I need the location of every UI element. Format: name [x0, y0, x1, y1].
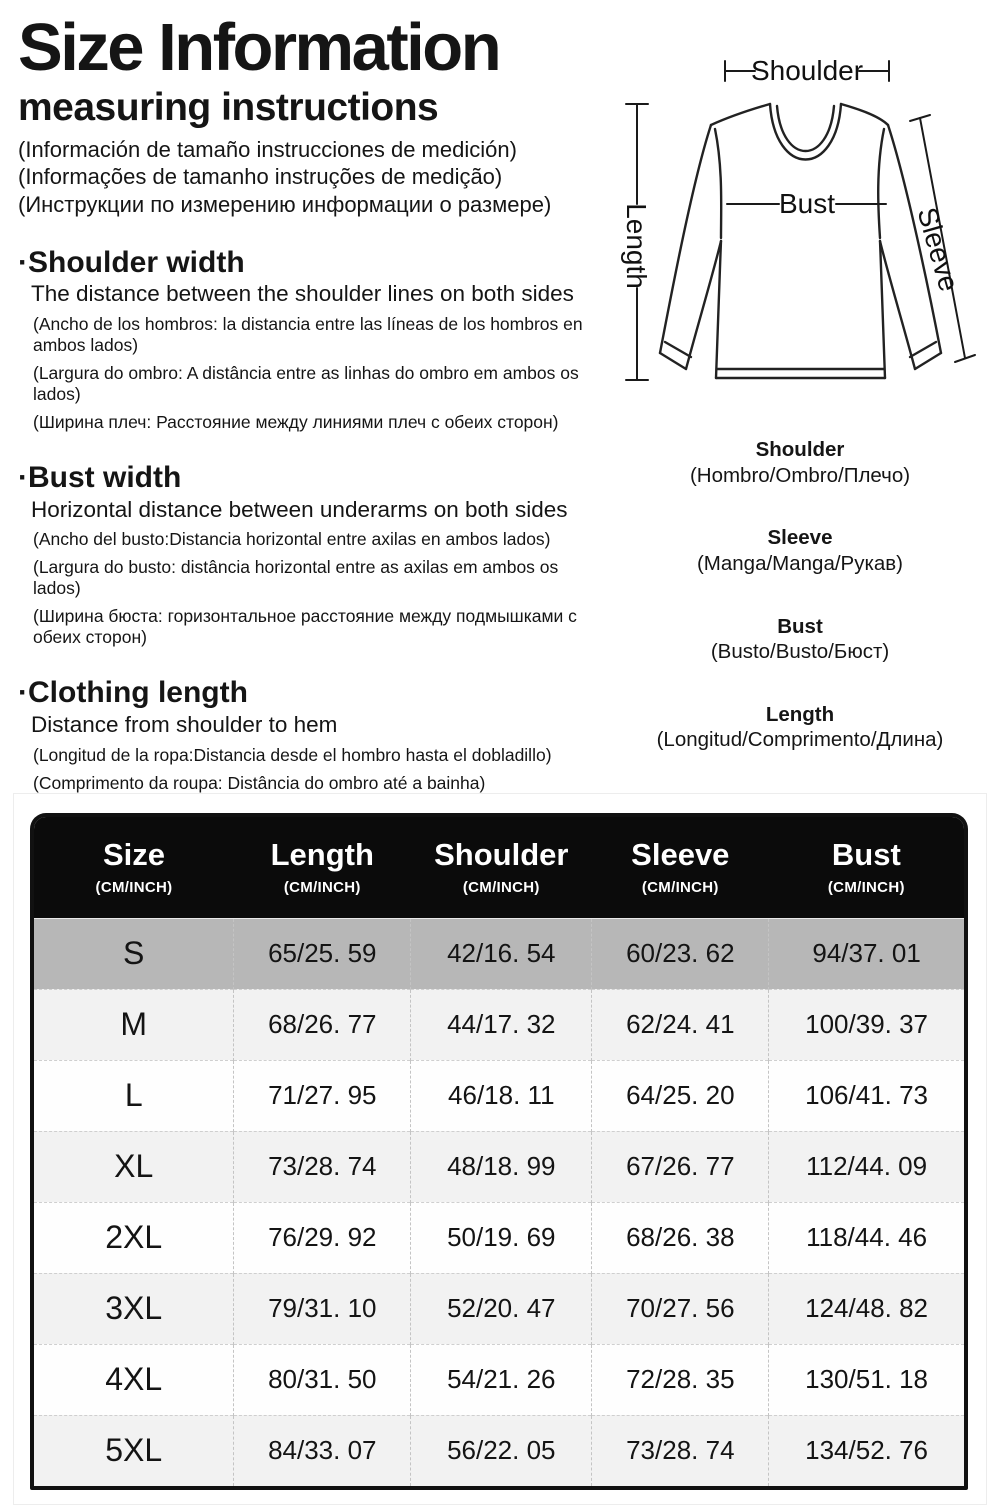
legend-translation: (Longitud/Comprimento/Длина) [656, 728, 944, 752]
value-cell: 124/48. 82 [769, 1273, 964, 1344]
measuring-instructions-panel [18, 12, 606, 822]
value-cell: 65/25. 59 [234, 918, 411, 989]
value-cell: 118/44. 46 [769, 1202, 964, 1273]
value-cell: 52/20. 47 [411, 1273, 592, 1344]
legend-shoulder [600, 437, 1000, 488]
table-row [34, 1131, 964, 1202]
header-cell-length: Length (CM/INCH) [234, 817, 411, 918]
value-cell: 79/31. 10 [234, 1273, 411, 1344]
table-row [34, 989, 964, 1060]
legend-translation: (Busto/Busto/Бюст) [710, 640, 890, 664]
value-cell: 64/25. 20 [592, 1060, 769, 1131]
section-description: Distance from shoulder to hem [31, 711, 338, 737]
value-cell: 94/37. 01 [769, 918, 964, 989]
legend-term: Length [765, 702, 835, 726]
header-cell-size: Size (CM/INCH) [34, 817, 234, 918]
legend-term: Bust [777, 614, 823, 638]
value-cell: 46/18. 11 [411, 1060, 592, 1131]
size-cell: 3XL [34, 1273, 234, 1344]
section-description: The distance between the shoulder lines on both sides [31, 281, 574, 307]
bullet: · [18, 461, 28, 495]
shirt-diagram-svg [598, 28, 1000, 414]
size-cell: S [34, 918, 234, 989]
section-translation-ru: (Ширина бюста: горизонтальное расстояние между подмышками с обеих сторон) [33, 606, 577, 648]
section-shoulder-width [18, 247, 606, 433]
shirt-measurement-diagram [598, 28, 1000, 414]
size-table [30, 813, 968, 1490]
section-heading: Clothing length [28, 676, 248, 710]
section-translation-es: (Ancho de los hombros: la distancia entre las líneas de los hombros en ambos lados) [33, 314, 583, 356]
table-row [34, 1344, 964, 1415]
section-translation-es: (Ancho del busto:Distancia horizontal entre axilas en ambos lados) [33, 529, 551, 550]
section-bust-width [18, 462, 606, 648]
value-cell: 44/17. 32 [411, 989, 592, 1060]
title-translation-ru: (Инструкции по измерению информации о размере) [18, 191, 552, 217]
value-cell: 48/18. 99 [411, 1131, 592, 1202]
section-translation-pt: (Largura do busto: distância horizontal entre as axilas em ambos os lados) [33, 557, 559, 599]
section-heading: Bust width [28, 461, 182, 495]
size-cell: 2XL [34, 1202, 234, 1273]
legend-bust [600, 614, 1000, 665]
size-table-body [34, 918, 964, 1486]
title-translations [18, 136, 606, 218]
section-translation-pt: (Comprimento da roupa: Distância do ombro até a bainha) [33, 772, 486, 793]
diagram-sleeve-label: Sleeve [911, 203, 965, 295]
value-cell: 84/33. 07 [234, 1415, 411, 1486]
title-translation-pt: (Informações de tamanho instruções de medição) [18, 164, 503, 190]
legend-length [600, 702, 1000, 753]
value-cell: 73/28. 74 [234, 1131, 411, 1202]
diagram-bust-label: Bust [778, 188, 836, 219]
legend-translation: (Hombro/Ombro/Плечо) [689, 463, 911, 487]
diagram-length-label: Length [621, 203, 652, 289]
legend-translation: (Manga/Manga/Рукав) [696, 551, 904, 575]
value-cell: 130/51. 18 [769, 1344, 964, 1415]
table-row [34, 1415, 964, 1486]
value-cell: 56/22. 05 [411, 1415, 592, 1486]
value-cell: 80/31. 50 [234, 1344, 411, 1415]
header-cell-sleeve: Sleeve (CM/INCH) [592, 817, 769, 918]
table-row [34, 1060, 964, 1131]
legend-term: Sleeve [767, 526, 833, 550]
page-title: Size Information [18, 10, 500, 85]
section-description: Horizontal distance between underarms on both sides [31, 496, 568, 522]
header-cell-bust: Bust (CM/INCH) [769, 817, 964, 918]
value-cell: 73/28. 74 [592, 1415, 769, 1486]
shirt-outline [660, 104, 941, 378]
legend-sleeve [600, 525, 1000, 576]
value-cell: 72/28. 35 [592, 1344, 769, 1415]
value-cell: 67/26. 77 [592, 1131, 769, 1202]
header-cell-shoulder: Shoulder (CM/INCH) [411, 817, 592, 918]
value-cell: 76/29. 92 [234, 1202, 411, 1273]
bullet: · [18, 245, 28, 279]
section-translation-es: (Longitud de la ropa:Distancia desde el hombro hasta el dobladillo) [33, 744, 552, 765]
value-cell: 112/44. 09 [769, 1131, 964, 1202]
page-subtitle: measuring instructions [18, 86, 439, 130]
size-cell: XL [34, 1131, 234, 1202]
size-table-section [13, 793, 987, 1505]
size-cell: M [34, 989, 234, 1060]
value-cell: 68/26. 38 [592, 1202, 769, 1273]
value-cell: 100/39. 37 [769, 989, 964, 1060]
value-cell: 71/27. 95 [234, 1060, 411, 1131]
measurement-legend [600, 437, 1000, 790]
header-row [34, 817, 964, 918]
section-translation-pt: (Largura do ombro: A distância entre as linhas do ombro em ambos os lados) [33, 363, 579, 405]
value-cell: 134/52. 76 [769, 1415, 964, 1486]
size-cell: 5XL [34, 1415, 234, 1486]
legend-term: Shoulder [755, 438, 845, 461]
title-translation-es: (Información de tamaño instrucciones de medición) [18, 137, 517, 163]
section-heading: Shoulder width [28, 245, 245, 279]
bullet: · [18, 676, 28, 710]
table-row [34, 918, 964, 989]
size-cell: 4XL [34, 1344, 234, 1415]
value-cell: 50/19. 69 [411, 1202, 592, 1273]
value-cell: 60/23. 62 [592, 918, 769, 989]
size-table-header [34, 817, 964, 918]
value-cell: 62/24. 41 [592, 989, 769, 1060]
value-cell: 70/27. 56 [592, 1273, 769, 1344]
section-translation-ru: (Ширина плеч: Расстояние между линиями плеч с обеих сторон) [33, 412, 559, 433]
table-row [34, 1273, 964, 1344]
value-cell: 42/16. 54 [411, 918, 592, 989]
size-cell: L [34, 1060, 234, 1131]
value-cell: 54/21. 26 [411, 1344, 592, 1415]
diagram-shoulder-label: Shoulder [750, 55, 864, 86]
table-row [34, 1202, 964, 1273]
value-cell: 68/26. 77 [234, 989, 411, 1060]
value-cell: 106/41. 73 [769, 1060, 964, 1131]
